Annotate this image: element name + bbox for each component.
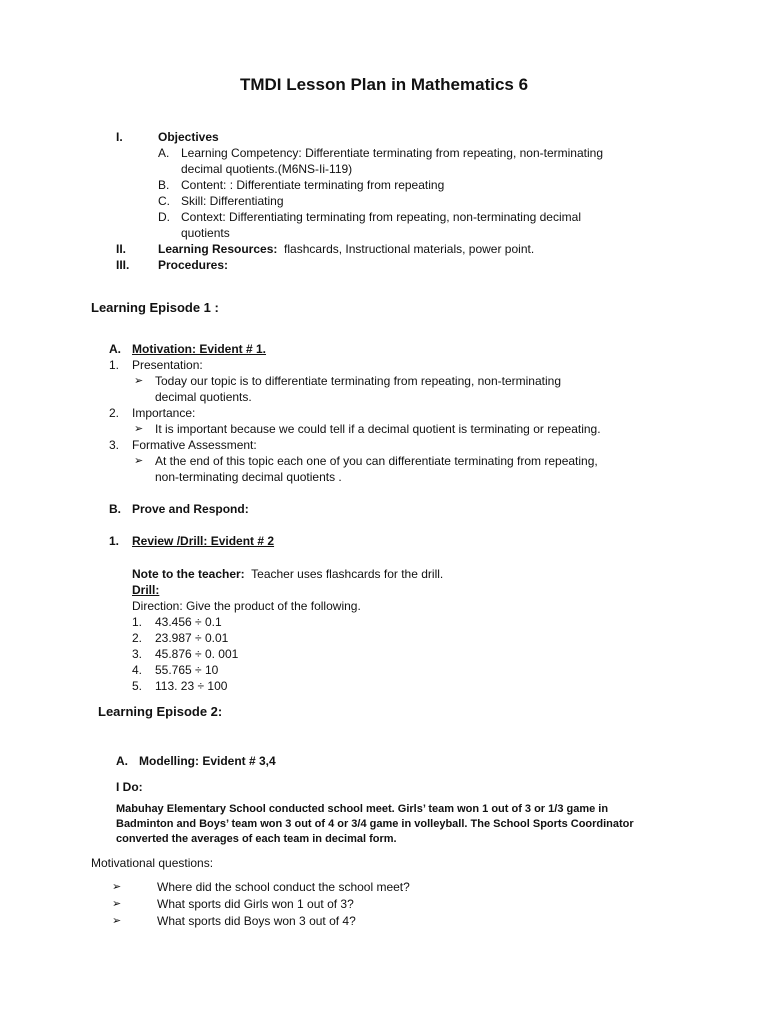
objective-letter-d: D. — [158, 210, 170, 224]
note-to-teacher — [132, 566, 443, 582]
drill-direction: Direction: Give the product of the following. — [132, 599, 361, 613]
drill-label: Drill: — [132, 583, 160, 597]
episode-2-heading: Learning Episode 2: — [98, 704, 223, 719]
arrow-bullet-icon: ➢ — [112, 915, 122, 927]
item-num-3: 3. — [109, 438, 120, 452]
importance-line-1: It is important because we could tell if a decimal quotient is terminating or repeating. — [155, 422, 601, 436]
note-label: Note to the teacher: — [132, 567, 245, 581]
arrow-bullet-icon: ➢ — [134, 375, 144, 387]
motivation-heading: Motivation: Evident # 1. — [132, 342, 267, 356]
scenario-line-3: converted the averages of each team in decimal form. — [116, 833, 397, 845]
importance-label: Importance: — [132, 406, 196, 420]
learning-resources-label: Learning Resources: — [158, 242, 278, 256]
prove-letter: B. — [109, 502, 121, 516]
formative-line-1: At the end of this topic each one of you can differentiate terminating from repeating, — [155, 454, 598, 468]
item-num-1: 1. — [109, 358, 120, 372]
note-text: Teacher uses flashcards for the drill. — [251, 567, 444, 581]
presentation-label: Presentation: — [132, 358, 203, 372]
question-item: What sports did Boys won 3 out of 4? — [157, 914, 356, 928]
drill-item-num: 4. — [132, 663, 143, 677]
objective-c-line-1: Skill: Differentiating — [181, 194, 284, 208]
motivational-questions-heading: Motivational questions: — [91, 856, 214, 870]
outline-num-1: I. — [116, 130, 123, 144]
formative-line-2: non-terminating decimal quotients . — [155, 470, 342, 484]
outline-num-2: II. — [116, 242, 127, 256]
drill-item-num: 1. — [132, 615, 143, 629]
objective-d-line-1: Context: Differentiating terminating from repeating, non-terminating decimal — [181, 210, 581, 224]
drill-item-num: 5. — [132, 679, 143, 693]
episode-1-heading: Learning Episode 1 : — [91, 300, 219, 315]
objective-letter-c: C. — [158, 194, 170, 208]
procedures-heading: Procedures: — [158, 258, 229, 272]
objective-letter-b: B. — [158, 178, 170, 192]
arrow-bullet-icon: ➢ — [134, 455, 144, 467]
motivation-letter: A. — [109, 342, 121, 356]
item-num-2: 2. — [109, 406, 120, 420]
drill-item-expr: 113. 23 ÷ 100 — [155, 679, 228, 693]
objective-d-line-2: quotients — [181, 226, 230, 240]
objective-a-line-2: decimal quotients.(M6NS-Ii-119) — [181, 162, 353, 176]
objectives-heading: Objectives — [158, 130, 219, 144]
review-drill-heading: Review /Drill: Evident # 2 — [132, 534, 275, 548]
formative-assessment-label: Formative Assessment: — [132, 438, 257, 452]
outline-num-3: III. — [116, 258, 130, 272]
drill-item-expr: 45.876 ÷ 0. 001 — [155, 647, 239, 661]
learning-resources-text: flashcards, Instructional materials, power point. — [284, 242, 535, 256]
scenario-line-2: Badminton and Boys’ team won 3 out of 4 or 3/4 game in volleyball. The School Sports Coordinator — [116, 818, 634, 830]
page-title: TMDI Lesson Plan in Mathematics 6 — [239, 75, 529, 94]
presentation-line-1: Today our topic is to differentiate terminating from repeating, non-terminating — [155, 374, 561, 388]
drill-item-expr: 43.456 ÷ 0.1 — [155, 615, 222, 629]
objective-a-line-1: Learning Competency: Differentiate terminating from repeating, non-terminating — [181, 146, 604, 160]
learning-resources — [158, 241, 534, 257]
modelling-heading: Modelling: Evident # 3,4 — [139, 754, 276, 768]
drill-item-expr: 23.987 ÷ 0.01 — [155, 631, 229, 645]
drill-item-num: 2. — [132, 631, 143, 645]
scenario-line-1: Mabuhay Elementary School conducted school meet. Girls’ team won 1 out of 3 or 1/3 game in — [116, 803, 609, 815]
prove-respond-heading: Prove and Respond: — [132, 502, 249, 516]
question-item: What sports did Girls won 1 out of 3? — [157, 897, 354, 911]
arrow-bullet-icon: ➢ — [112, 898, 122, 910]
question-item: Where did the school conduct the school meet? — [157, 880, 410, 894]
arrow-bullet-icon: ➢ — [134, 423, 144, 435]
presentation-line-2: decimal quotients. — [155, 390, 252, 404]
drill-item-num: 3. — [132, 647, 143, 661]
arrow-bullet-icon: ➢ — [112, 881, 122, 893]
modelling-letter: A. — [116, 754, 128, 768]
objective-letter-a: A. — [158, 146, 170, 160]
review-num: 1. — [109, 534, 120, 548]
i-do-label: I Do: — [116, 780, 143, 794]
drill-item-expr: 55.765 ÷ 10 — [155, 663, 219, 677]
objective-b-line-1: Content: : Differentiate terminating from repeating — [181, 178, 445, 192]
